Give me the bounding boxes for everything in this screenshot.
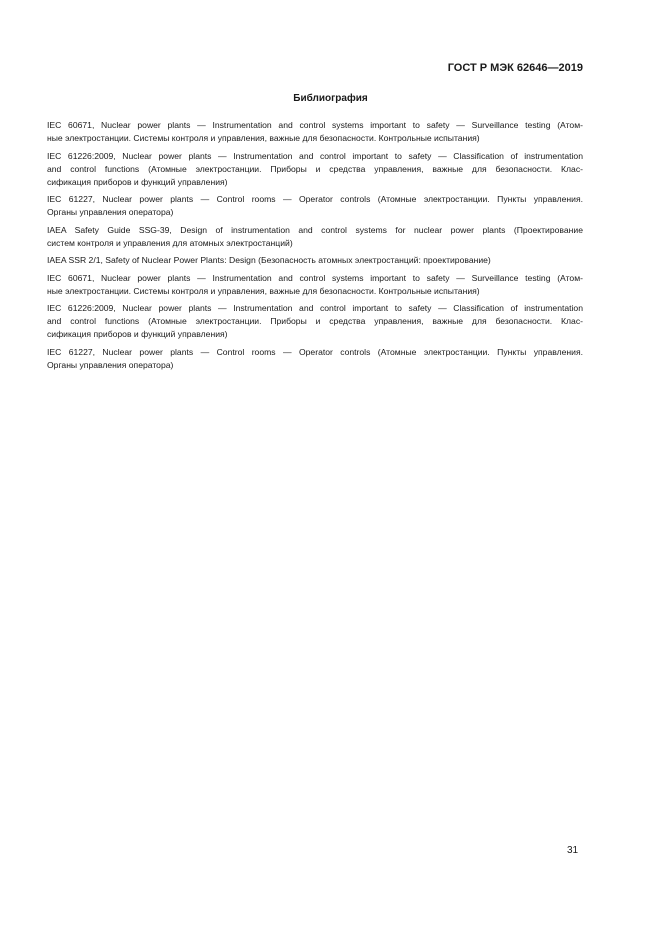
page-number: 31 — [567, 845, 579, 856]
entry-line: IEC 60671, Nuclear power plants — Instrumentation and control systems important to safety — Surveillance testing (Атом- — [47, 120, 583, 130]
bibliography-entry — [47, 193, 583, 219]
entry-line: сификация приборов и функций управления) — [47, 329, 228, 339]
bibliography-entry — [47, 150, 583, 189]
entry-line: IAEA Safety Guide SSG-39, Design of instrumentation and control systems for nuclear power plants (Проектирование — [47, 224, 583, 235]
entry-line: and control functions (Атомные электростанции. Приборы и средства управления, важные для безопасности. Клас- — [47, 316, 583, 326]
document-id-header: ГОСТ Р МЭК 62646—2019 — [447, 62, 583, 74]
entry-line: ные электростанции. Системы контроля и управления, важные для безопасности. Контрольные испытания) — [47, 133, 480, 143]
entry-line: Органы управления оператора) — [47, 359, 174, 370]
entry-line: сификация приборов и функций управления) — [47, 176, 228, 187]
bibliography-entry — [47, 272, 583, 298]
bibliography-entry — [47, 254, 583, 267]
bibliography-entry — [47, 346, 583, 372]
entry-line: систем контроля и управления для атомных электростанций) — [47, 237, 293, 248]
entry-line: IEC 61226:2009, Nuclear power plants — Instrumentation and control important to safety — Classification of instrumentation — [47, 150, 583, 161]
bibliography-list — [47, 119, 583, 376]
entry-line: IAEA SSR 2/1, Safety of Nuclear Power Plants: Design (Безопасность атомных электростанций: проектирование) — [47, 255, 491, 265]
entry-line: Органы управления оператора) — [47, 207, 174, 217]
entry-line: and control functions (Атомные электростанции. Приборы и средства управления, важные для безопасности. Клас- — [47, 163, 583, 174]
entry-line: IEC 61226:2009, Nuclear power plants — Instrumentation and control important to safety — Classification of instrumentation — [47, 303, 583, 313]
bibliography-entry — [47, 119, 583, 145]
entry-line: IEC 60671, Nuclear power plants — Instrumentation and control systems important to safety — Surveillance testing (Атом- — [47, 272, 583, 283]
section-title: Библиография — [293, 93, 368, 104]
entry-line: IEC 61227, Nuclear power plants — Control rooms — Operator controls (Атомные электростанции. Пункты управления. — [47, 194, 583, 204]
entry-line: ные электростанции. Системы контроля и управления, важные для безопасности. Контрольные испытания) — [47, 285, 480, 296]
bibliography-entry — [47, 224, 583, 250]
entry-line: IEC 61227, Nuclear power plants — Control rooms — Operator controls (Атомные электростанции. Пункты управления. — [47, 346, 583, 357]
bibliography-entry — [47, 302, 583, 341]
